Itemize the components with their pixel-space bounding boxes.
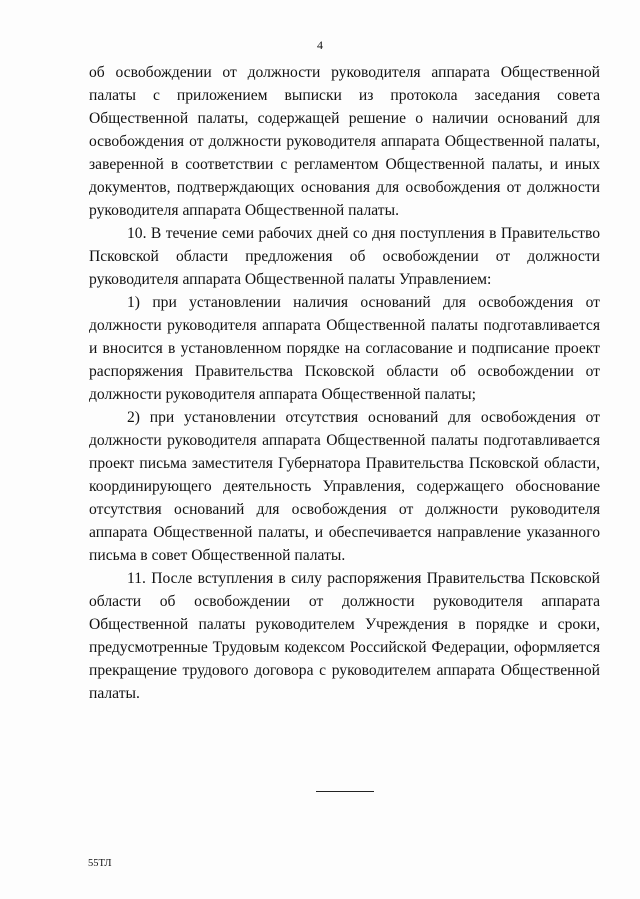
page-number: 4 [317,38,323,52]
end-of-text-rule [316,791,374,792]
footer-document-code: 55ТЛ [88,858,112,869]
paragraph-item-11: 11. После вступления в силу распоряжения Правительства Псковской области об освобождении от должности руководителя аппарата Общественной палаты руководителем Учреждения в порядке и сроки, предусмотренные Трудовым кодексом Российской Федерации, оформляется прекращение трудового договора с руководителем аппарата Общественной палаты. [89,570,600,702]
paragraph-subitem-1: 1) при установлении наличия оснований для освобождения от должности руководителя аппарата Общественной палаты подготавливается и вносится в установленном порядке на согласование и подписание проект распоряжения Правительства Псковской области об освобождении от должности руководителя аппарата Общественной палаты; [89,294,600,403]
paragraph-item-10: 10. В течение семи рабочих дней со дня поступления в Правительство Псковской области предложения об освобождении от должности руководителя аппарата Общественной палаты Управлением: [89,225,600,288]
document-body [89,61,600,705]
paragraph-subitem-2: 2) при установлении отсутствия оснований для освобождения от должности руководителя аппарата Общественной палаты подготавливается проект письма заместителя Губернатора Правительства Псковской области, координирующего деятельность Управления, содержащего обоснование отсутствия оснований для освобождения от должности руководителя аппарата Общественной палаты, и обеспечивается направление указанного письма в совет Общественной палаты. [89,409,600,564]
paragraph-continuation: об освобождении от должности руководителя аппарата Общественной палаты с приложением выписки из протокола заседания совета Общественной палаты, содержащей решение о наличии оснований для освобождения от должности руководителя аппарата Общественной палаты, заверенной в соответствии с регламентом Общественной палаты, и иных документов, подтверждающих основания для освобождения от должности руководителя аппарата Общественной палаты. [89,64,600,219]
